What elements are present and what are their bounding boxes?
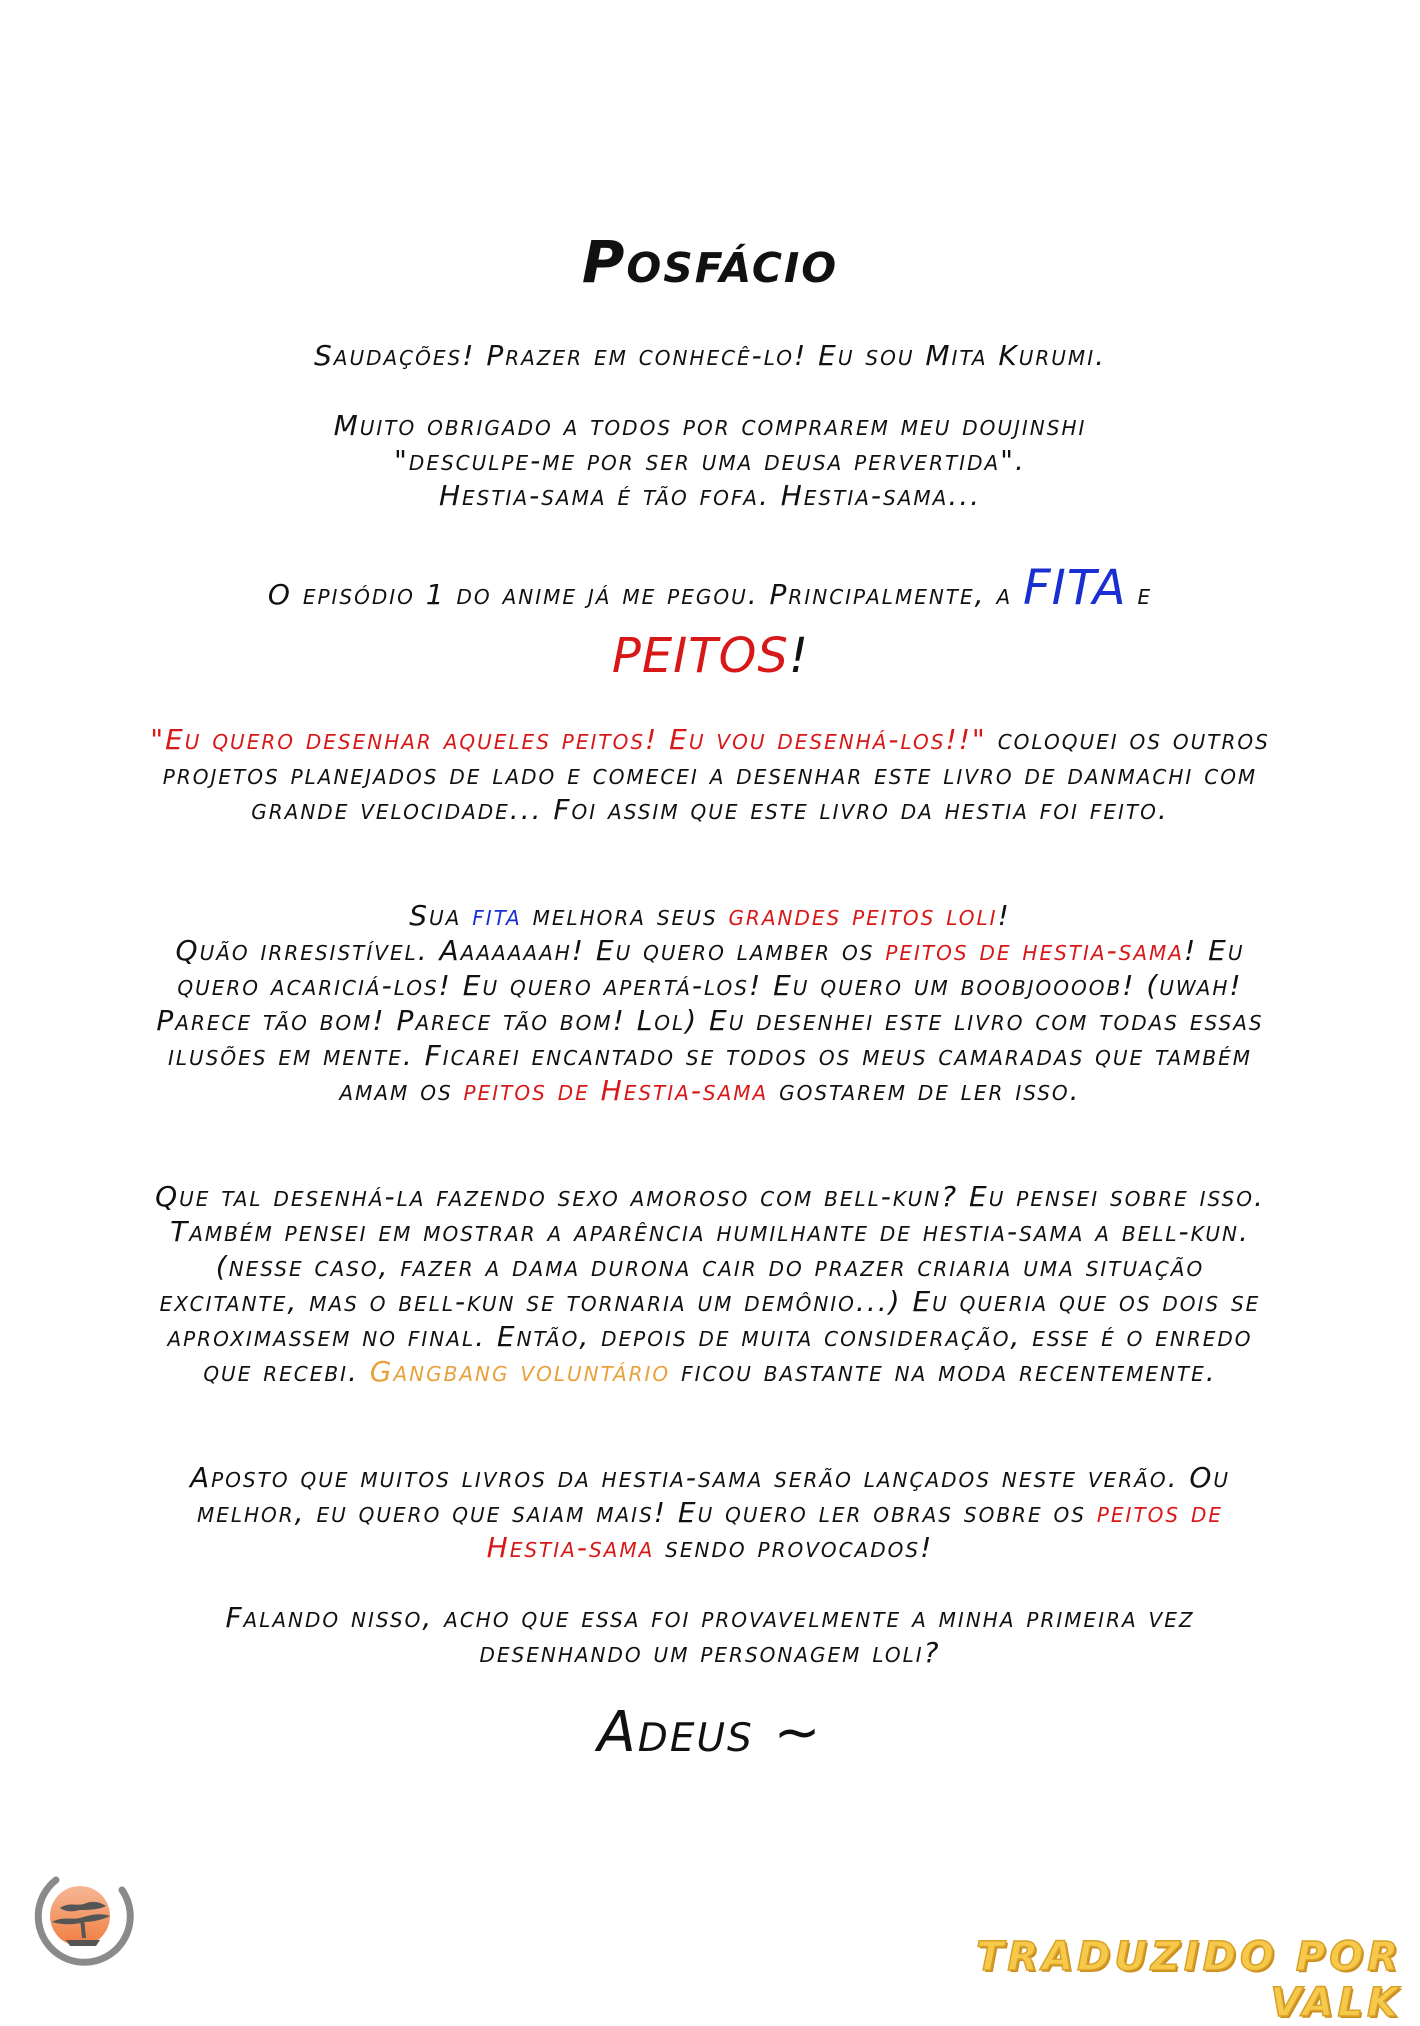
quote-red: "Eu quero desenhar aqueles peitos! Eu vou desenhá-los!!" — [150, 723, 987, 756]
peitos-highlight: PEITOS — [611, 628, 789, 684]
para2-d: Quão irresistível. Aaaaaaah! Eu quero lamber os — [175, 934, 875, 967]
thanks-line-1: Muito obrigado a todos por comprarem meu doujinshi — [333, 409, 1087, 442]
para2-b: melhora seus — [532, 899, 718, 932]
para2-e: ! Eu quero acariciá-los! Eu quero apertá-los! Eu quero um boobjoooob! (uwah! Parece tão bom! Parece tão bom! Lol) Eu desenhei este livro com todas essas ilusões em mente. Ficarei encantado se todos os meus camaradas que também amam os — [156, 934, 1264, 1107]
greeting-text: Saudações! Prazer em conhecê-lo! Eu sou Mita Kurumi. — [314, 339, 1106, 372]
episode-line — [150, 562, 1270, 621]
fita-blue: fita — [472, 899, 522, 932]
peitos-exclamation: ! — [788, 628, 809, 684]
thanks-line-3: Hestia-sama é tão fofa. Hestia-sama... — [438, 479, 982, 512]
episode-text: O episódio 1 do anime já me pegou. Principalmente, a — [267, 578, 1013, 611]
grandes-peitos-red: grandes peitos loli — [728, 899, 998, 932]
bonsai-sun-logo-icon — [26, 1860, 138, 1972]
paragraph-plot — [150, 1179, 1270, 1389]
paragraph-summer — [150, 1460, 1270, 1565]
para2-f: gostarem de ler isso. — [779, 1074, 1081, 1107]
para3-b: ficou bastante na moda recentemente. — [681, 1355, 1217, 1388]
farewell: Adeus ~ — [597, 1700, 823, 1765]
paragraph-ribbon — [150, 898, 1270, 1108]
paragraph-loli: Falando nisso, acho que essa foi provavelmente a minha primeira vez desenhando um personagem loli? — [225, 1601, 1195, 1669]
gangbang-orange: Gangbang voluntário — [369, 1355, 671, 1388]
thanks-paragraph — [150, 408, 1270, 513]
paragraph-draw-intent — [150, 722, 1270, 827]
para3-a: Que tal desenhá-la fazendo sexo amoroso com bell-kun? Eu pensei sobre isso. Também pensei em mostrar a aparência humilhante de hestia-sama a bell-kun. (nesse caso, fazer a dama durona cair do prazer criaria uma situação excitante, mas o bell-kun se tornaria um demônio...) Eu queria que os dois se aproximassem no final. Então, depois de muita consideração, esse é o enredo que recebi. — [155, 1180, 1265, 1388]
thanks-line-2: "desculpe-me por ser uma deusa pervertida". — [394, 444, 1026, 477]
para2-c: ! — [997, 899, 1011, 932]
peitos-hestia-red-1: peitos de hestia-sama — [885, 934, 1184, 967]
peitos-line — [0, 628, 1420, 684]
para4-a: Aposto que muitos livros da hestia-sama serão lançados neste verão. Ou melhor, eu quero que saiam mais! Eu quero ler obras sobre os — [189, 1461, 1231, 1529]
para1-rest: coloquei os outros projetos planejados de lado e comecei a desenhar este livro de danmachi com grande velocidade... Foi assim que este livro da hestia foi feito. — [162, 723, 1270, 826]
peitos-hestia-red-2: peitos de Hestia-sama — [463, 1074, 769, 1107]
para4-b: sendo provocados! — [665, 1531, 934, 1564]
episode-and: e — [1137, 578, 1153, 611]
translator-credit: TRADUZIDO POR VALK — [976, 1934, 1402, 2026]
para2-a: Sua — [409, 899, 462, 932]
page-title: Posfácio — [581, 228, 839, 296]
fita-highlight: FITA — [1023, 560, 1127, 616]
peitos-hestia-red-3: peitos de Hestia-sama — [486, 1496, 1224, 1564]
